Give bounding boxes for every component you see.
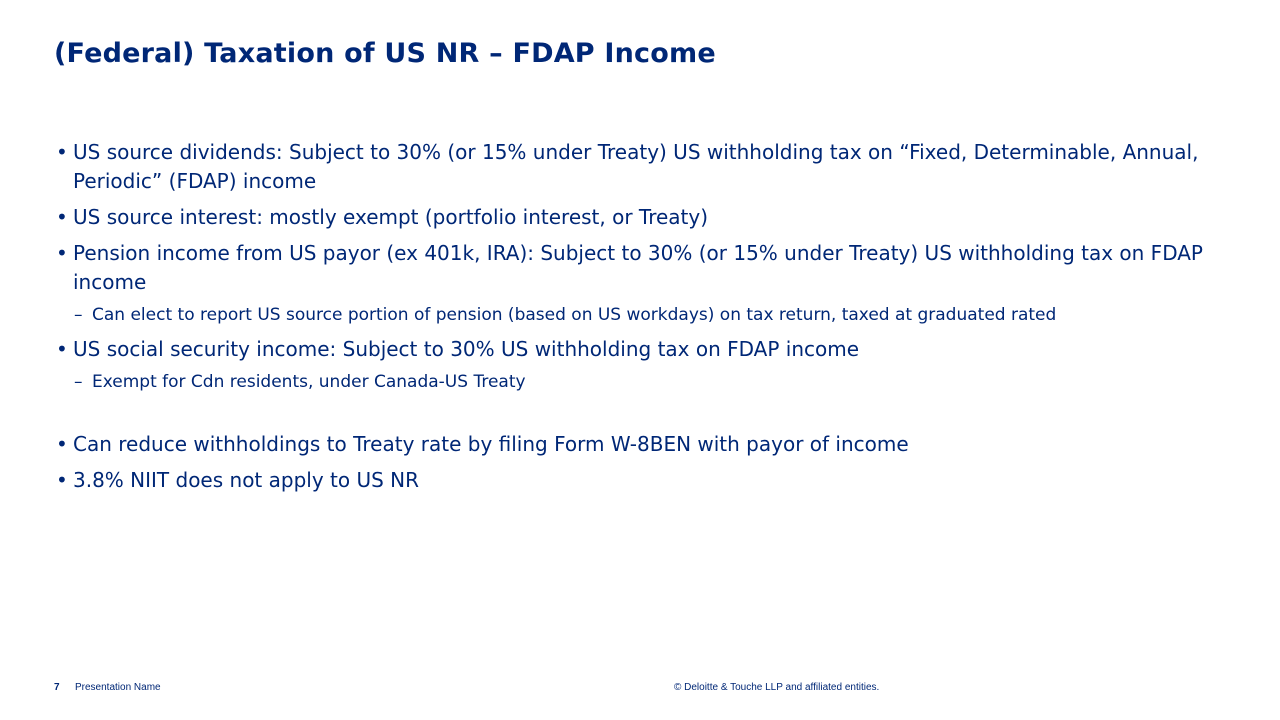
page-number: 7 (54, 682, 60, 693)
presentation-name: Presentation Name (75, 682, 161, 693)
bullet-text: 3.8% NIIT does not apply to US NR (73, 468, 420, 492)
bullet-text: Can reduce withholdings to Treaty rate by filing Form W-8BEN with payor of income (73, 432, 909, 456)
bullet-text: US social security income: Subject to 30% US withholding tax on FDAP income (73, 337, 860, 361)
bullet-marker: • (56, 241, 68, 265)
bullet-marker: • (56, 468, 68, 492)
bullet-marker: • (56, 432, 68, 456)
sub-bullet-text: Exempt for Cdn residents, under Canada-US Treaty (92, 372, 526, 392)
sub-bullet-marker: – (74, 372, 83, 392)
bullet-text: US source dividends: Subject to 30% (or 15% under Treaty) US withholding tax on “Fixed, Determinable, Annual, Periodic” (FDAP) income (73, 140, 1199, 193)
sub-bullet-marker: – (74, 305, 83, 325)
sub-bullet-text: Can elect to report US source portion of pension (based on US workdays) on tax return, taxed at graduated rated (92, 305, 1057, 325)
bullet-item (56, 335, 1216, 364)
bullet-list (56, 138, 1216, 502)
bullet-item (56, 239, 1216, 297)
sub-bullet-item (56, 303, 1216, 328)
list-spacer (56, 402, 1216, 430)
bullet-marker: • (56, 205, 68, 229)
bullet-item (56, 203, 1216, 232)
bullet-item (56, 466, 1216, 495)
bullet-marker: • (56, 140, 68, 164)
sub-bullet-item (56, 370, 1216, 395)
bullet-marker: • (56, 337, 68, 361)
bullet-item (56, 138, 1216, 196)
slide-title: (Federal) Taxation of US NR – FDAP Income (54, 38, 716, 69)
bullet-item (56, 430, 1216, 459)
bullet-text: US source interest: mostly exempt (portfolio interest, or Treaty) (73, 205, 709, 229)
bullet-text: Pension income from US payor (ex 401k, IRA): Subject to 30% (or 15% under Treaty) US withholding tax on FDAP income (73, 241, 1203, 294)
copyright-notice: © Deloitte & Touche LLP and affiliated entities. (674, 682, 880, 693)
